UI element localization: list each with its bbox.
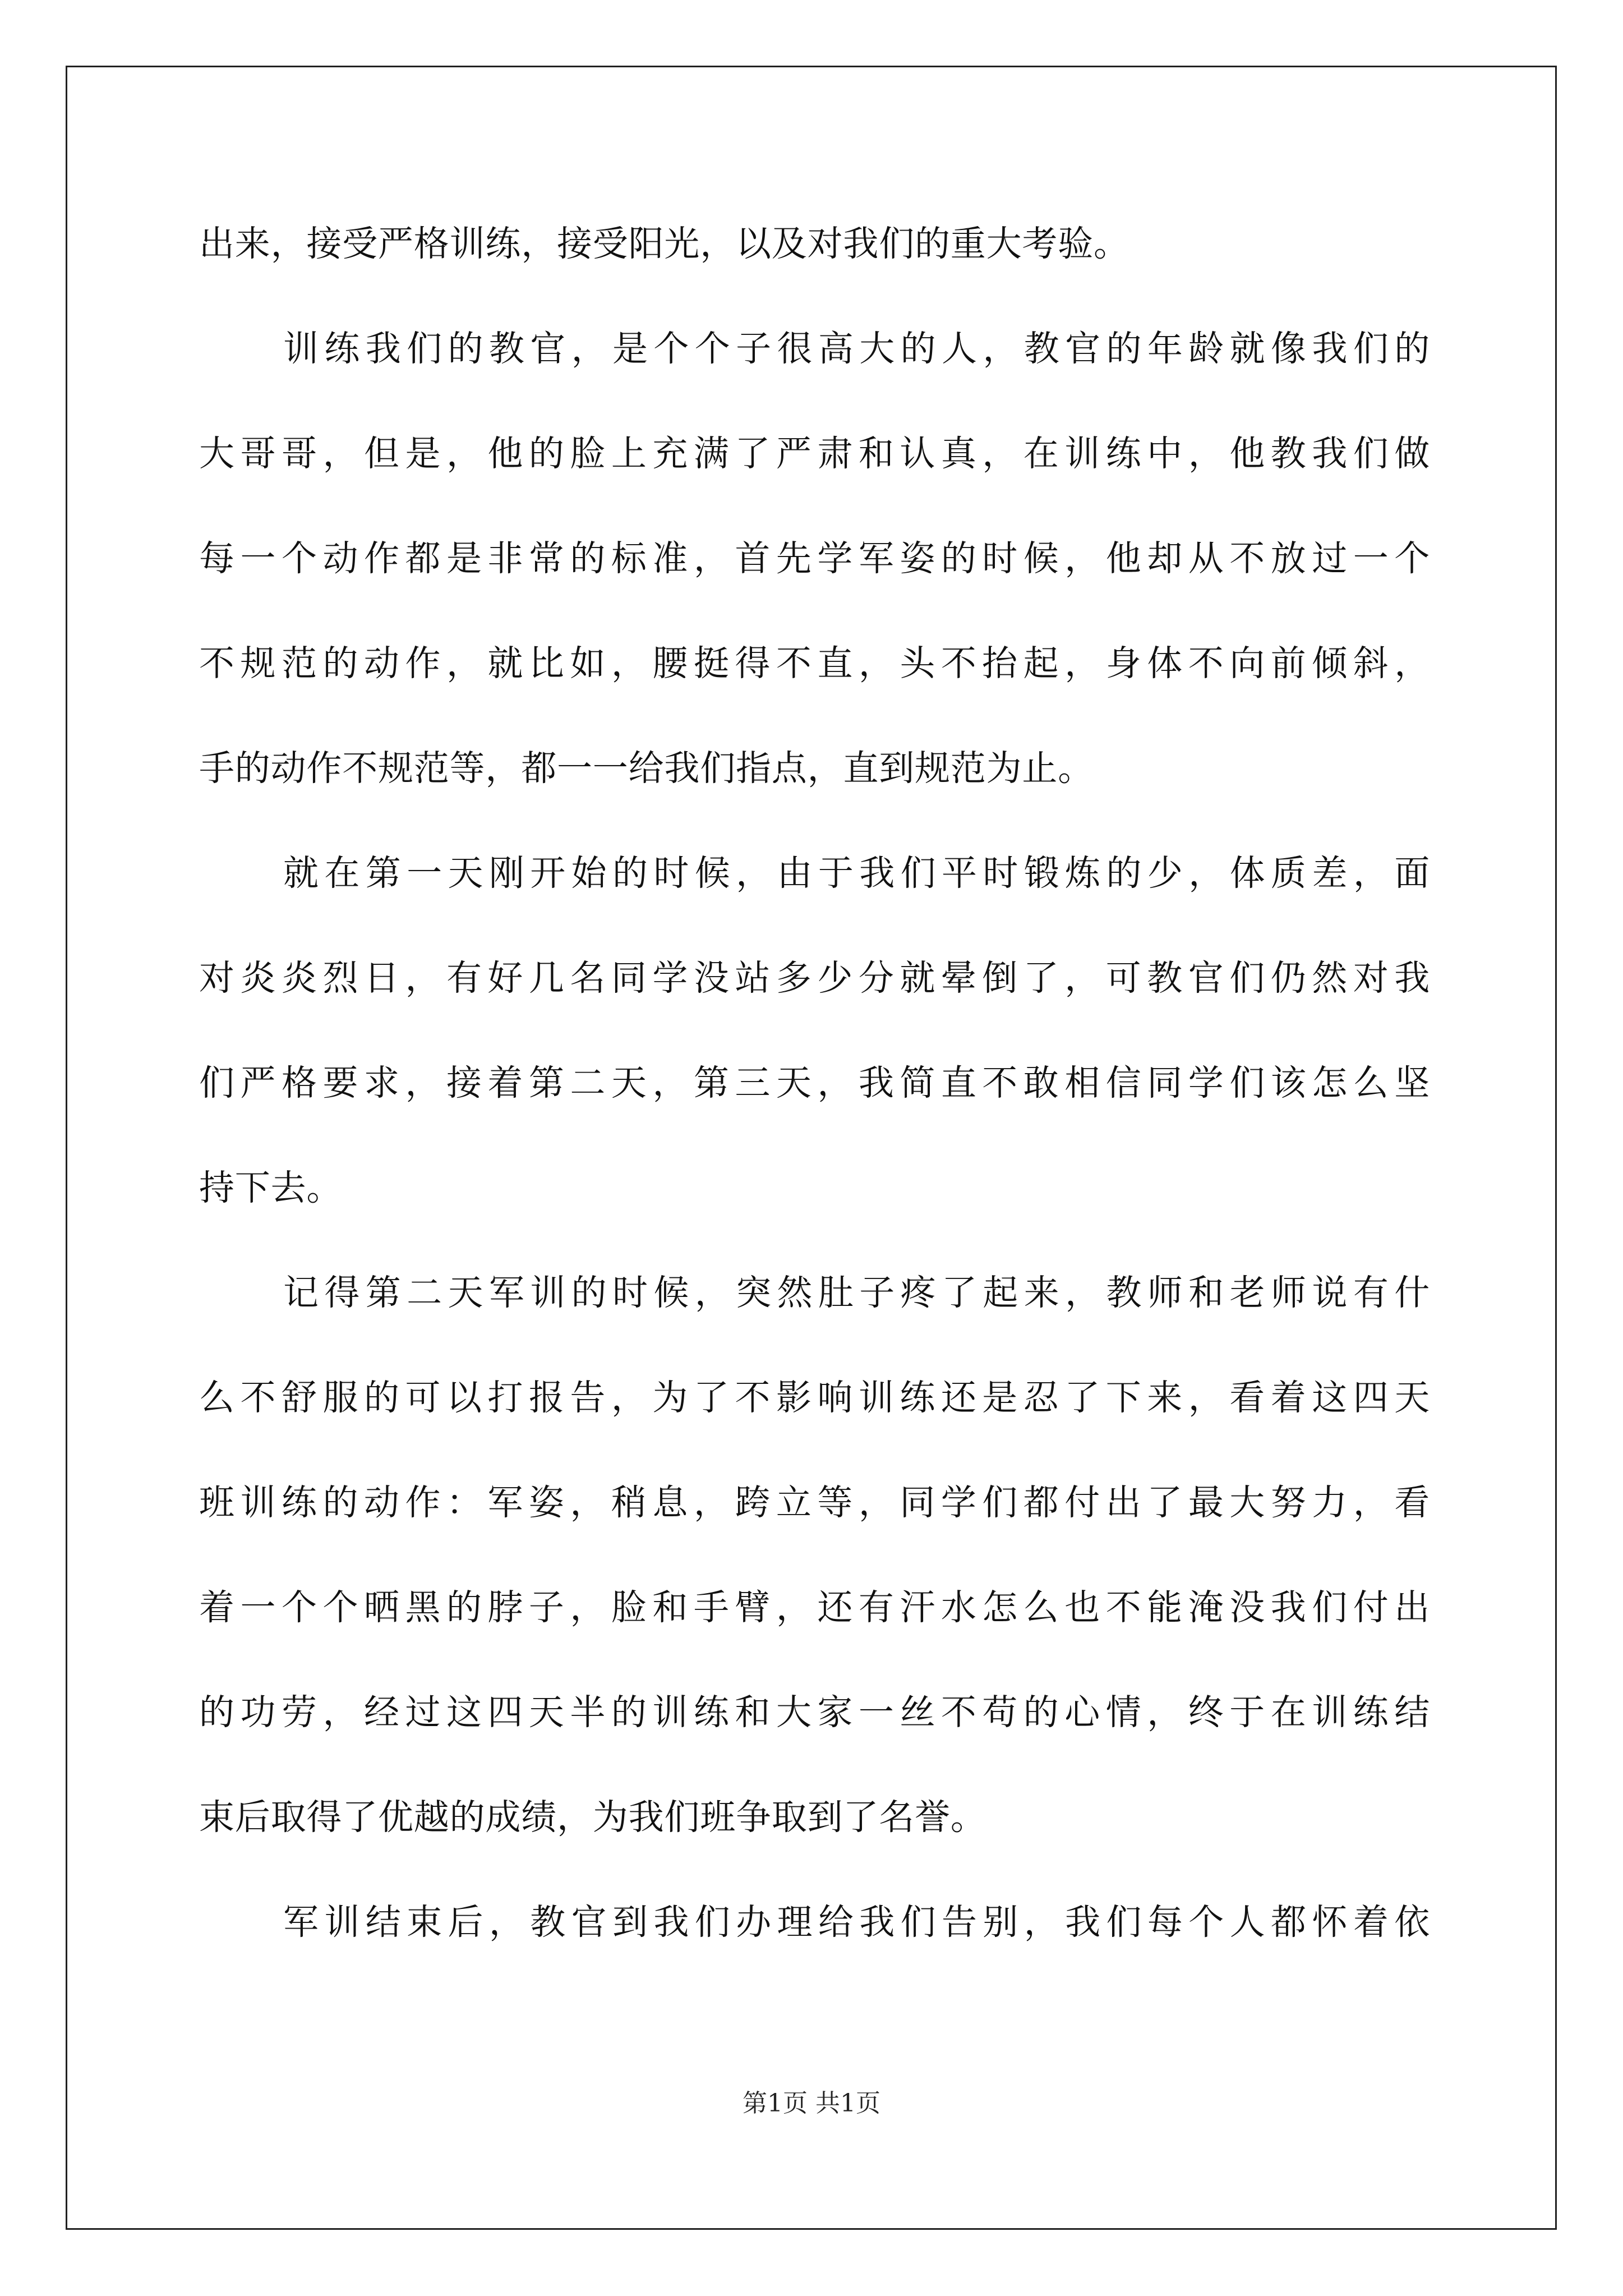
text-line: 出来，接受严格训练，接受阳光，以及对我们的重大考验。 [199, 223, 1129, 264]
text-line: 对炎炎烈日，有好几名同学没站多少分就晕倒了，可教官们仍然对我 [199, 958, 1430, 999]
text-line: 的功劳，经过这四天半的训练和大家一丝不苟的心情，终于在训练结 [199, 1692, 1430, 1733]
text-line: 军训结束后，教官到我们办理给我们告别，我们每个人都怀着依 [283, 1902, 1430, 1943]
text-line: 们严格要求，接着第二天，第三天，我简直不敢相信同学们该怎么坚 [199, 1062, 1430, 1103]
text-line: 持下去。 [199, 1167, 343, 1208]
text-line: 就在第一天刚开始的时候，由于我们平时锻炼的少，体质差，面 [283, 853, 1430, 894]
text-line: 手的动作不规范等，都一一给我们指点，直到规范为止。 [199, 748, 1094, 789]
text-line: 着一个个晒黑的脖子，脸和手臂，还有汗水怎么也不能淹没我们付出 [199, 1587, 1430, 1628]
text-line: 训练我们的教官，是个个子很高大的人，教官的年龄就像我们的 [283, 328, 1430, 369]
text-line: 大哥哥，但是，他的脸上充满了严肃和认真，在训练中，他教我们做 [199, 433, 1430, 474]
text-line: 束后取得了优越的成绩，为我们班争取到了名誉。 [199, 1797, 986, 1838]
page-footer: 第1页 共1页 [743, 2089, 880, 2118]
text-line: 记得第二天军训的时候，突然肚子疼了起来，教师和老师说有什 [283, 1272, 1430, 1313]
text-line: 班训练的动作：军姿，稍息，跨立等，同学们都付出了最大努力，看 [199, 1482, 1430, 1523]
text-line: 不规范的动作，就比如，腰挺得不直，头不抬起，身体不向前倾斜， [199, 643, 1430, 684]
text-line: 么不舒服的可以打报告，为了不影响训练还是忍了下来，看着这四天 [199, 1377, 1430, 1418]
text-line: 每一个动作都是非常的标准，首先学军姿的时候，他却从不放过一个 [199, 538, 1430, 579]
